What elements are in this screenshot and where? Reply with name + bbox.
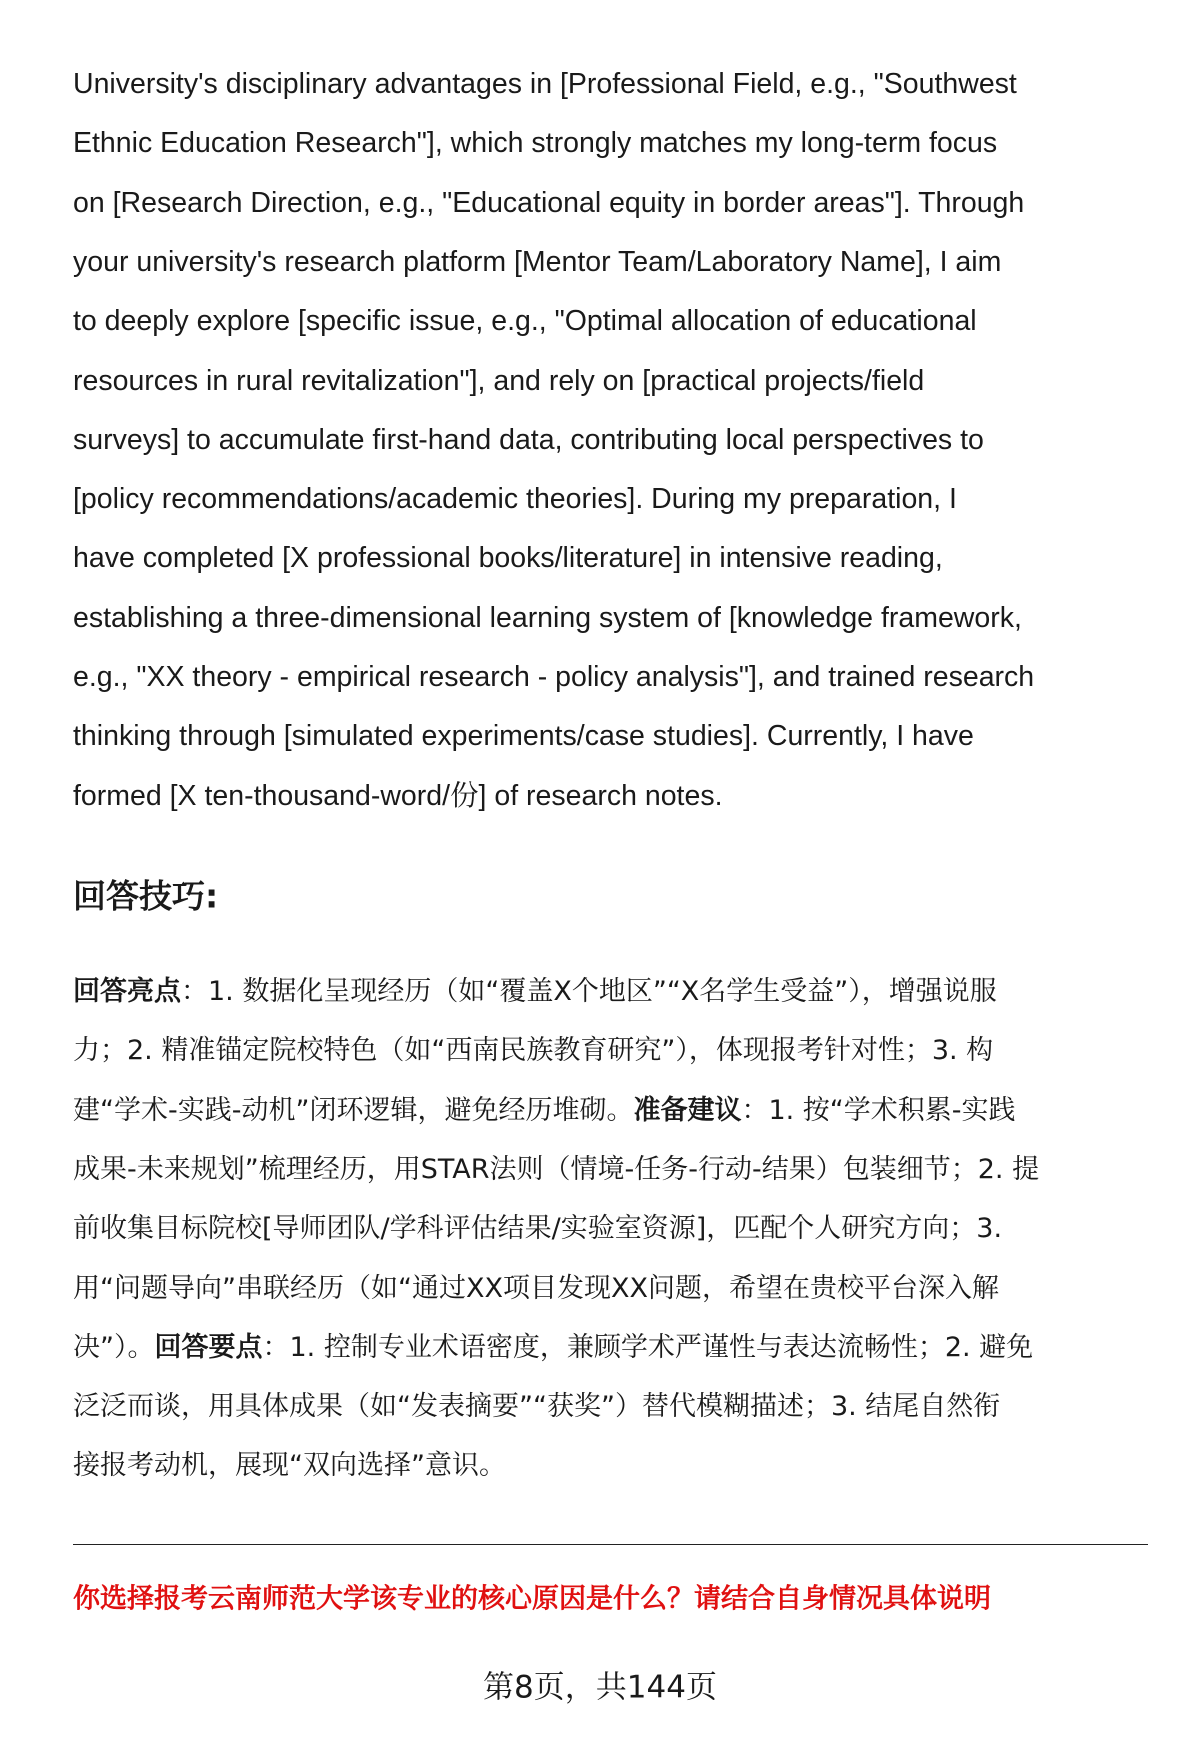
paragraph-line: University's disciplinary advantages in [Professional Field, e.g., "Southwest [73, 68, 1017, 100]
tips-line [73, 1446, 506, 1486]
tip-label: 回答要点 [154, 1331, 263, 1363]
tip-text: 决”）。 [73, 1331, 155, 1363]
paragraph-line: establishing a three-dimensional learning system of [knowledge framework, [73, 601, 1022, 634]
tip-label: 准备建议 [633, 1094, 742, 1126]
paragraph-line: on [Research Direction, e.g., "Educational equity in border areas"]. Through [73, 186, 1025, 219]
paragraph-line: surveys] to accumulate first-hand data, contributing local perspectives to [73, 423, 984, 456]
tip-text: 泛泛而谈，用具体成果（如“发表摘要”“获奖”）替代模糊描述；3. 结尾自然衔 [73, 1391, 1001, 1423]
tip-text: 接报考动机，展现“双向选择”意识。 [73, 1450, 506, 1482]
paragraph-line: Ethnic Education Research"], which strongly matches my long-term focus [73, 127, 998, 160]
paragraph-line: thinking through [simulated experiments/case studies]. Currently, I have [73, 720, 974, 753]
tip-text: 成果-未来规划”梳理经历，用STAR法则（情境-任务-行动-结果）包装细节；2. 提 [73, 1153, 1040, 1185]
tip-text: ：1. 数据化呈现经历（如“覆盖X个地区”“X名学生受益”），增强说服 [181, 976, 997, 1007]
page-number: 第8页，共144页 [483, 1669, 717, 1706]
paragraph-line: have completed [X professional books/literature] in intensive reading, [73, 542, 943, 575]
next-question: 你选择报考云南师范大学该专业的核心原因是什么？请结合自身情况具体说明 [73, 1583, 991, 1615]
tip-text: 力；2. 精准锚定院校特色（如“西南民族教育研究”），体现报考针对性；3. 构 [73, 1035, 994, 1067]
section-heading: 回答技巧: [73, 876, 219, 916]
tips-line [73, 1031, 993, 1071]
tips-line [73, 972, 997, 1012]
paragraph-line: resources in rural revitalization"], and rely on [practical projects/field [73, 364, 925, 397]
paragraph-line: [policy recommendations/academic theories]. During my preparation, I [73, 483, 957, 516]
tips-line [73, 1150, 1039, 1190]
tip-label: 回答亮点 [73, 976, 181, 1007]
paragraph-line: your university's research platform [Mentor Team/Laboratory Name], I aim [73, 245, 1002, 278]
tips-line [73, 1209, 1002, 1249]
tip-text: ：1. 按“学术积累-实践 [741, 1094, 1016, 1126]
paragraph-line: to deeply explore [specific issue, e.g., "Optimal allocation of educational [73, 305, 977, 338]
tip-text: 建“学术-实践-动机”闭环逻辑，避免经历堆砌。 [73, 1094, 634, 1126]
paragraph-line: e.g., "XX theory - empirical research - policy analysis"], and trained research [73, 661, 1035, 693]
tip-text: 前收集目标院校[导师团队/学科评估结果/实验室资源]，匹配个人研究方向；3. [73, 1213, 1003, 1245]
tips-line [73, 1269, 999, 1309]
divider [73, 1544, 1148, 1545]
tip-text: ：1. 控制专业术语密度，兼顾学术严谨性与表达流畅性；2. 避免 [262, 1331, 1034, 1363]
tip-text: 用“问题导向”串联经历（如“通过XX项目发现XX问题，希望在贵校平台深入解 [73, 1272, 999, 1304]
tips-line [73, 1328, 1033, 1368]
tips-line [73, 1091, 1016, 1131]
tips-line [73, 1387, 1000, 1427]
paragraph-line: formed [X ten-thousand-word/份] of research notes. [73, 779, 723, 812]
